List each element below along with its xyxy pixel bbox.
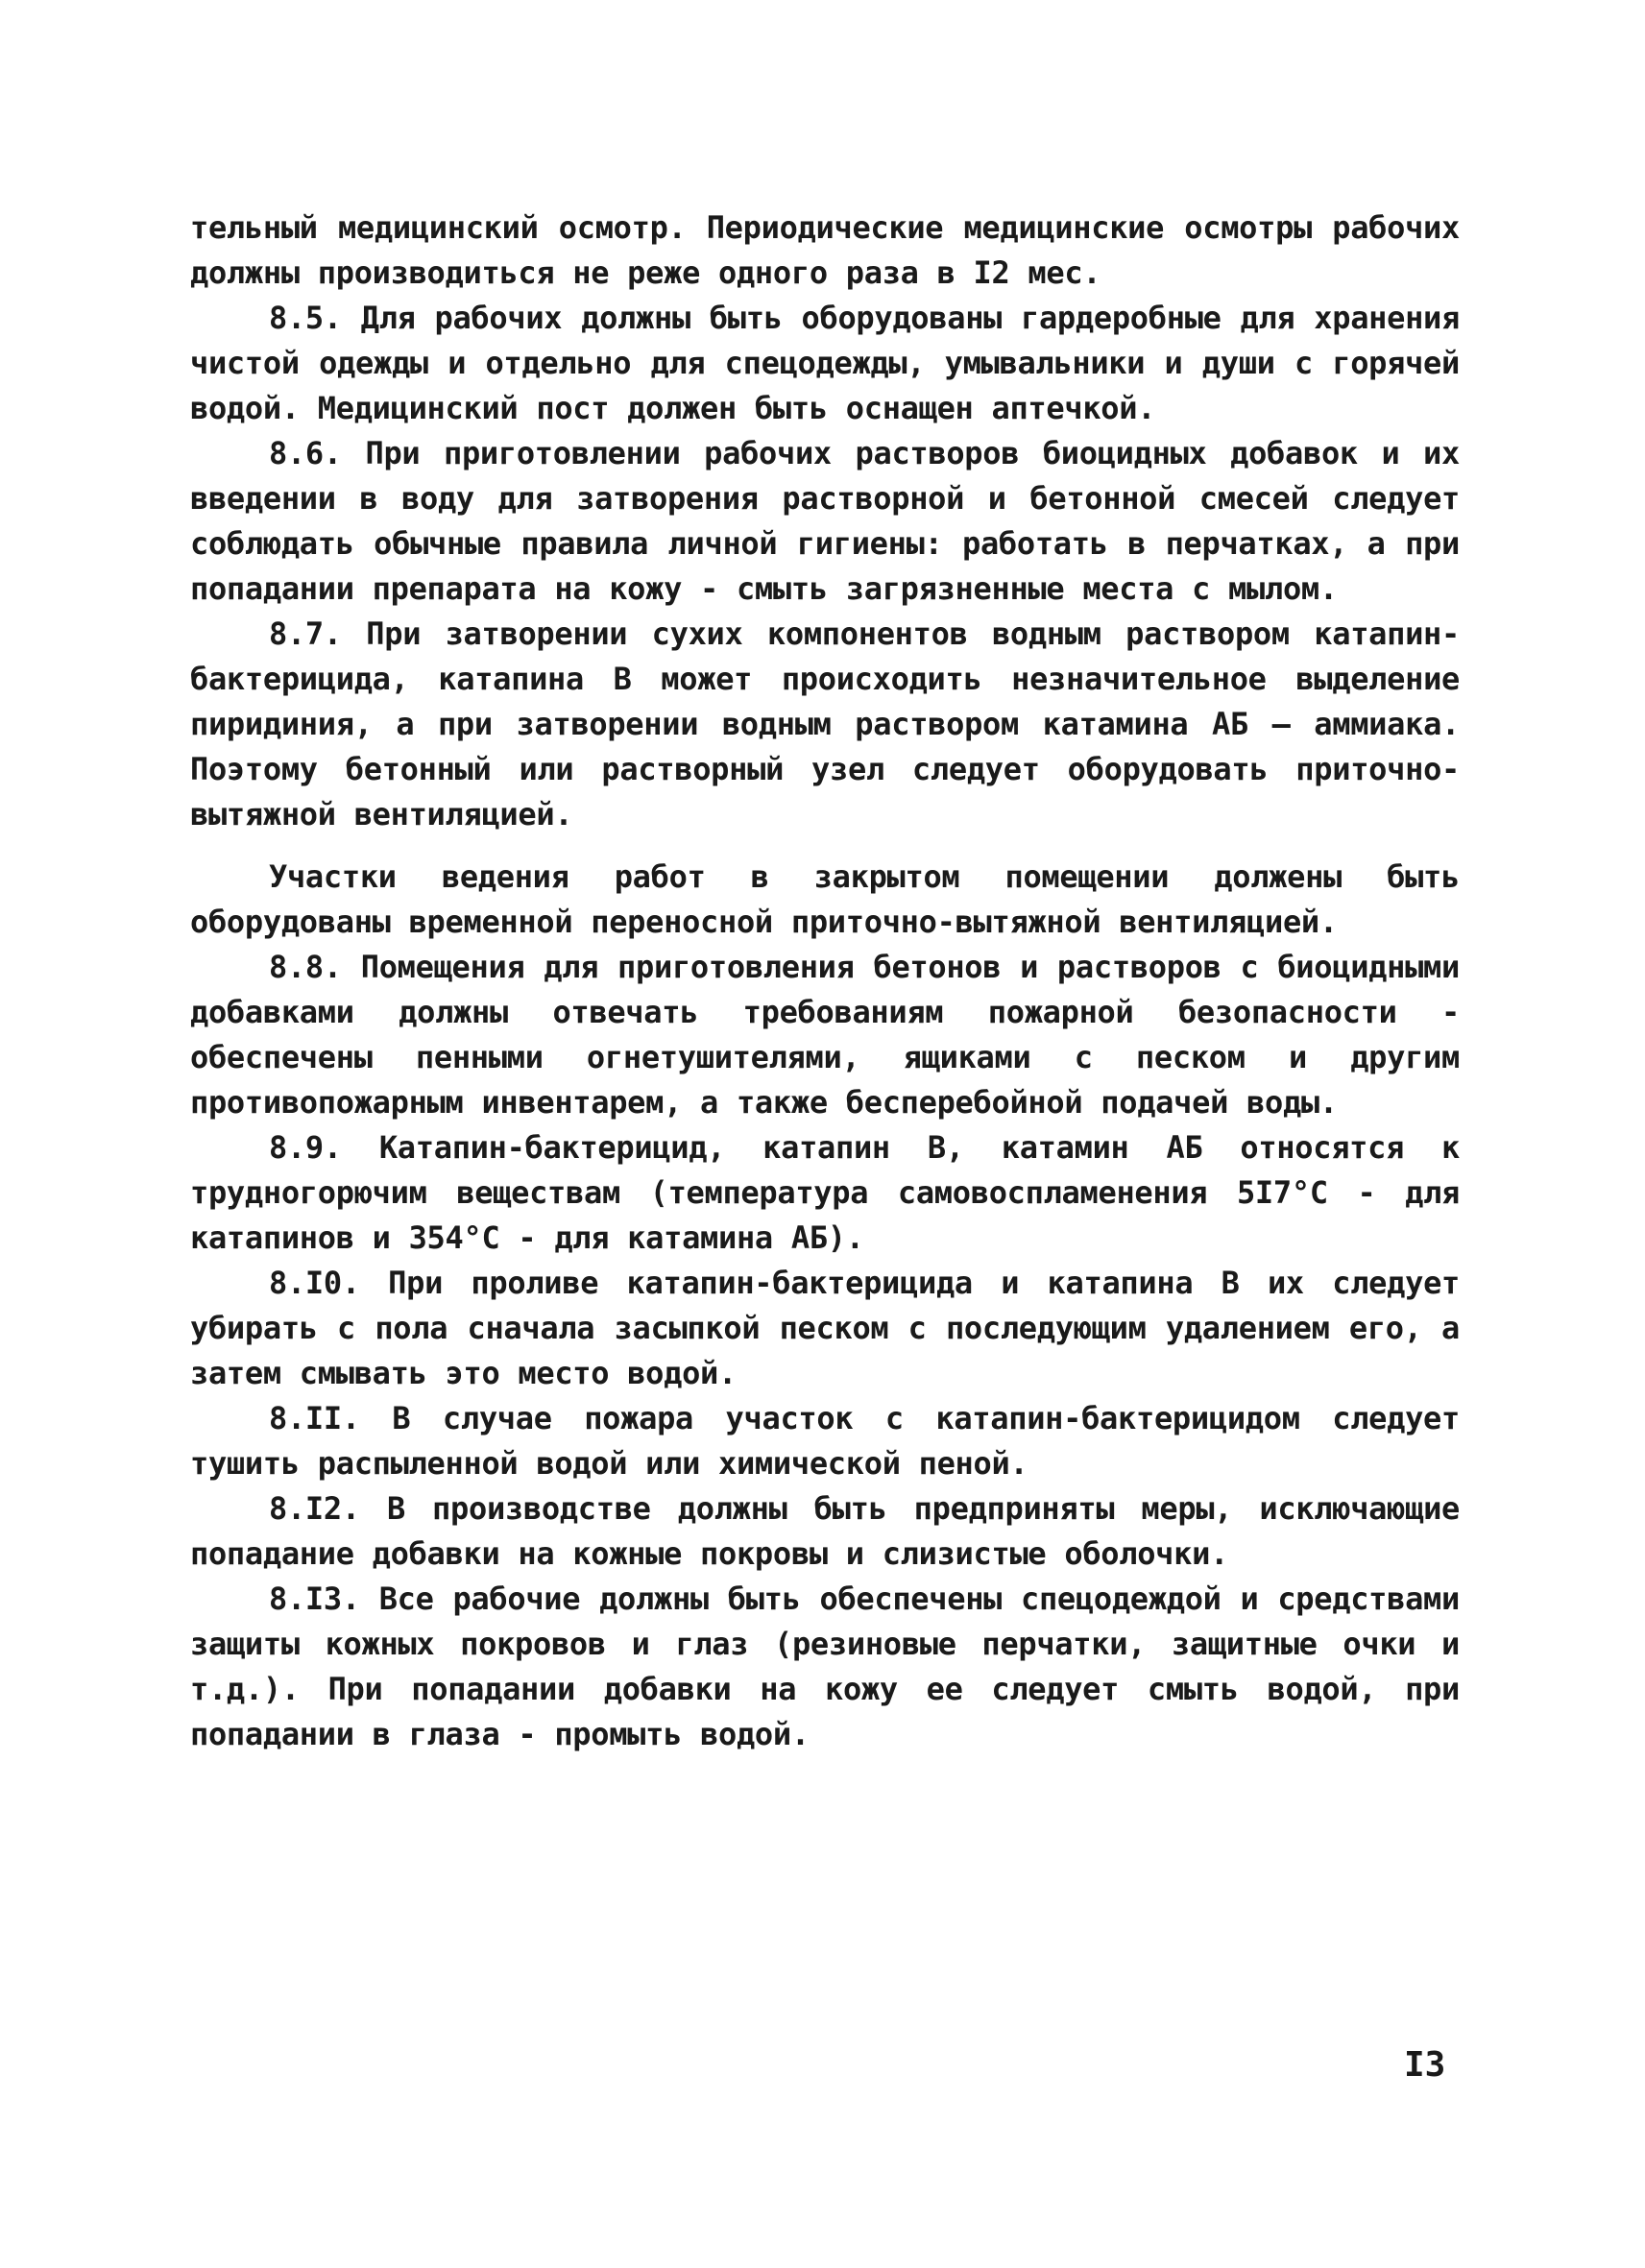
paragraph-8-10: 8.I0. При проливе катапин-бактерицида и катапина В их следует убирать с пола сначала засыпкой песком с последующим удалением его, а затем смывать это место водой.: [190, 1265, 1460, 1391]
paragraph-8-5: 8.5. Для рабочих должны быть оборудованы гардеробные для хранения чистой одежды и отдельно для спецодежды, умывальники и души с горячей водой. Медицинский пост должен быть оснащен аптечкой.: [190, 300, 1460, 426]
paragraph-8-8: 8.8. Помещения для приготовления бетонов и растворов с биоцидными добавками должны отвечать требованиям пожарной безопасности - обеспечены пенными огнетушителями, ящиками с песком и другим противопожарным инвентарем, а также бесперебойной подачей воды.: [190, 949, 1460, 1121]
paragraph-work-areas: Участки ведения работ в закрытом помещении должены быть оборудованы временной переносной приточно-вытяжной вентиляцией.: [190, 858, 1460, 940]
page-number: I3: [1404, 2045, 1446, 2085]
document-body: [190, 205, 1460, 1757]
paragraph-8-12: 8.I2. В производстве должны быть предприняты меры, исключающие попадание добавки на кожные покровы и слизистые оболочки.: [190, 1490, 1460, 1572]
paragraph-8-6: 8.6. При приготовлении рабочих растворов биоцидных добавок и их введении в воду для затворения растворной и бетонной смесей следует соблюдать обычные правила личной гигиены: работать в перчатках, а при попадании препарата на кожу - смыть загрязненные места с мылом.: [190, 435, 1460, 607]
paragraph-8-9: 8.9. Катапин-бактерицид, катапин В, катамин АБ относятся к трудногорючим веществам (температура самовоспламенения 5I7°C - для катапинов и 354°C - для катамина АБ).: [190, 1129, 1460, 1256]
paragraph-8-7: 8.7. При затворении сухих компонентов водным раствором катапин-бактерицида, катапина В может происходить незначительное выделение пиридиния, а при затворении водным раствором катамина АБ — аммиака. Поэтому бетонный или растворный узел следует оборудовать приточно-вытяжной вентиляцией.: [190, 615, 1460, 832]
paragraph-continuation: тельный медицинский осмотр. Периодические медицинские осмотры рабочих должны производиться не реже одного раза в I2 мес.: [190, 209, 1460, 291]
paragraph-8-11: 8.II. В случае пожара участок с катапин-бактерицидом следует тушить распыленной водой или химической пеной.: [190, 1400, 1460, 1482]
paragraph-8-13: 8.I3. Все рабочие должны быть обеспечены спецодеждой и средствами защиты кожных покровов и глаз (резиновые перчатки, защитные очки и т.д.). При попадании добавки на кожу ее следует смыть водой, при попадании в глаза - промыть водой.: [190, 1580, 1460, 1752]
